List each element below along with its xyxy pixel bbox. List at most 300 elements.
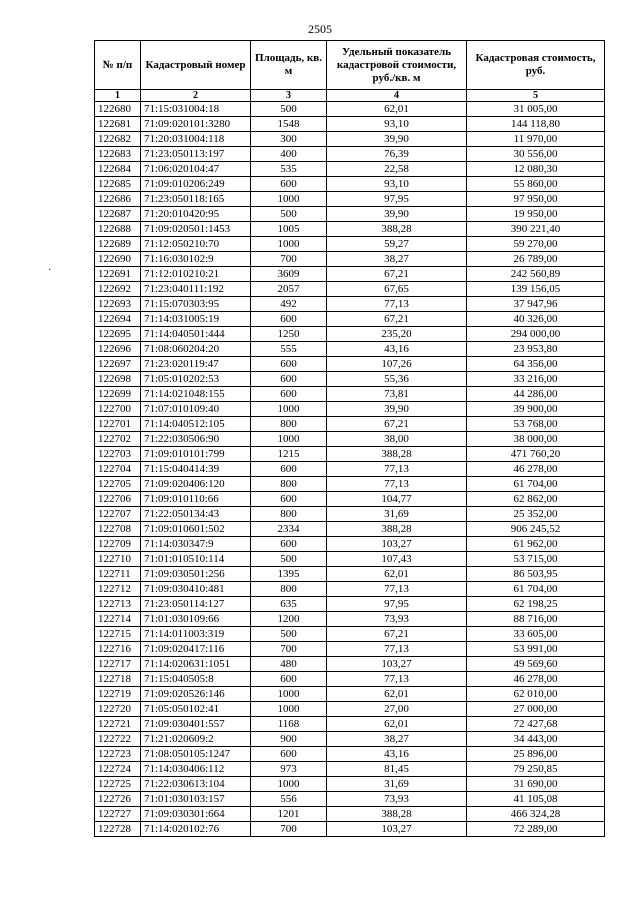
cell-cadastral-number: 71:22:050134:43 [141, 507, 251, 522]
cell-area: 500 [251, 552, 327, 567]
cell-row-number: 122704 [95, 462, 141, 477]
cell-cadastral-value: 12 080,30 [467, 162, 605, 177]
cell-cadastral-value: 471 760,20 [467, 447, 605, 462]
cell-cadastral-number: 71:23:020119:47 [141, 357, 251, 372]
cell-row-number: 122725 [95, 777, 141, 792]
cell-area: 1005 [251, 222, 327, 237]
cell-cadastral-number: 71:06:020104:47 [141, 162, 251, 177]
cell-cadastral-number: 71:09:030401:557 [141, 717, 251, 732]
table-row [95, 387, 605, 402]
cell-unit-value: 39,90 [327, 402, 467, 417]
table-row [95, 732, 605, 747]
cell-area: 1000 [251, 402, 327, 417]
column-number-row [95, 90, 605, 102]
cell-cadastral-value: 88 716,00 [467, 612, 605, 627]
cell-cadastral-value: 39 900,00 [467, 402, 605, 417]
cell-cadastral-value: 38 000,00 [467, 432, 605, 447]
table-row [95, 312, 605, 327]
cell-unit-value: 67,21 [327, 627, 467, 642]
cell-unit-value: 59,27 [327, 237, 467, 252]
cell-area: 1000 [251, 192, 327, 207]
cell-area: 1200 [251, 612, 327, 627]
cell-cadastral-value: 64 356,00 [467, 357, 605, 372]
table-row [95, 327, 605, 342]
cell-unit-value: 39,90 [327, 132, 467, 147]
cell-unit-value: 62,01 [327, 717, 467, 732]
cell-unit-value: 97,95 [327, 192, 467, 207]
table-body [95, 102, 605, 837]
cell-cadastral-number: 71:09:020501:1453 [141, 222, 251, 237]
table-row [95, 477, 605, 492]
cell-unit-value: 76,39 [327, 147, 467, 162]
cell-cadastral-value: 86 503,95 [467, 567, 605, 582]
cell-unit-value: 67,65 [327, 282, 467, 297]
table-row [95, 417, 605, 432]
header-area: Площадь, кв. м [251, 41, 327, 90]
cell-area: 973 [251, 762, 327, 777]
cell-area: 600 [251, 372, 327, 387]
cell-cadastral-value: 53 715,00 [467, 552, 605, 567]
cell-unit-value: 38,27 [327, 252, 467, 267]
table-row [95, 582, 605, 597]
table-row [95, 132, 605, 147]
cell-unit-value: 388,28 [327, 222, 467, 237]
table-row [95, 252, 605, 267]
cell-row-number: 122683 [95, 147, 141, 162]
cell-area: 600 [251, 672, 327, 687]
cell-area: 400 [251, 147, 327, 162]
cell-row-number: 122682 [95, 132, 141, 147]
cell-unit-value: 62,01 [327, 687, 467, 702]
cell-area: 700 [251, 642, 327, 657]
cell-unit-value: 97,95 [327, 597, 467, 612]
cell-area: 600 [251, 492, 327, 507]
table-row [95, 552, 605, 567]
cell-cadastral-number: 71:08:060204:20 [141, 342, 251, 357]
table-row [95, 522, 605, 537]
cell-row-number: 122694 [95, 312, 141, 327]
cell-cadastral-value: 466 324,28 [467, 807, 605, 822]
table-row [95, 237, 605, 252]
cell-area: 500 [251, 207, 327, 222]
cell-row-number: 122720 [95, 702, 141, 717]
cell-cadastral-value: 44 286,00 [467, 387, 605, 402]
cell-unit-value: 73,93 [327, 792, 467, 807]
cell-cadastral-number: 71:09:030501:256 [141, 567, 251, 582]
cell-cadastral-number: 71:12:010210:21 [141, 267, 251, 282]
cell-row-number: 122680 [95, 102, 141, 117]
cell-cadastral-number: 71:12:050210:70 [141, 237, 251, 252]
cell-area: 1215 [251, 447, 327, 462]
cell-area: 1395 [251, 567, 327, 582]
cell-cadastral-number: 71:07:010109:40 [141, 402, 251, 417]
cell-cadastral-value: 40 326,00 [467, 312, 605, 327]
table-row [95, 687, 605, 702]
cell-row-number: 122691 [95, 267, 141, 282]
cell-row-number: 122698 [95, 372, 141, 387]
table-row [95, 177, 605, 192]
cell-row-number: 122686 [95, 192, 141, 207]
table-row [95, 357, 605, 372]
table-row [95, 642, 605, 657]
table-row [95, 162, 605, 177]
cell-unit-value: 27,00 [327, 702, 467, 717]
cell-unit-value: 31,69 [327, 777, 467, 792]
cell-cadastral-number: 71:09:020417:116 [141, 642, 251, 657]
cell-cadastral-number: 71:09:020526:146 [141, 687, 251, 702]
cell-cadastral-value: 390 221,40 [467, 222, 605, 237]
cell-area: 2057 [251, 282, 327, 297]
cell-cadastral-value: 61 704,00 [467, 477, 605, 492]
cell-area: 600 [251, 537, 327, 552]
table-row [95, 192, 605, 207]
cell-cadastral-value: 33 216,00 [467, 372, 605, 387]
cell-row-number: 122695 [95, 327, 141, 342]
cell-cadastral-value: 49 569,60 [467, 657, 605, 672]
cell-cadastral-value: 46 278,00 [467, 672, 605, 687]
cell-unit-value: 43,16 [327, 747, 467, 762]
cell-unit-value: 38,00 [327, 432, 467, 447]
cell-cadastral-number: 71:09:010110:66 [141, 492, 251, 507]
cell-cadastral-value: 25 896,00 [467, 747, 605, 762]
cell-cadastral-value: 11 970,00 [467, 132, 605, 147]
cell-unit-value: 77,13 [327, 582, 467, 597]
cell-cadastral-value: 144 118,80 [467, 117, 605, 132]
cell-cadastral-number: 71:23:050114:127 [141, 597, 251, 612]
cell-unit-value: 103,27 [327, 822, 467, 837]
table-row [95, 672, 605, 687]
cell-cadastral-value: 31 005,00 [467, 102, 605, 117]
cell-cadastral-number: 71:09:010601:502 [141, 522, 251, 537]
cell-row-number: 122713 [95, 597, 141, 612]
table-row [95, 147, 605, 162]
cell-cadastral-value: 37 947,96 [467, 297, 605, 312]
cell-area: 1000 [251, 237, 327, 252]
cell-area: 635 [251, 597, 327, 612]
cell-cadastral-value: 25 352,00 [467, 507, 605, 522]
table-row [95, 297, 605, 312]
cell-unit-value: 73,93 [327, 612, 467, 627]
cell-cadastral-value: 906 245,52 [467, 522, 605, 537]
table-row [95, 462, 605, 477]
cell-area: 700 [251, 822, 327, 837]
cell-row-number: 122727 [95, 807, 141, 822]
cell-area: 555 [251, 342, 327, 357]
header-row-number: № п/п [95, 41, 141, 90]
cell-row-number: 122703 [95, 447, 141, 462]
cell-cadastral-number: 71:09:030410:481 [141, 582, 251, 597]
cell-unit-value: 93,10 [327, 117, 467, 132]
cell-cadastral-number: 71:23:050118:165 [141, 192, 251, 207]
cell-row-number: 122724 [95, 762, 141, 777]
cell-unit-value: 235,20 [327, 327, 467, 342]
cell-unit-value: 67,21 [327, 417, 467, 432]
cell-unit-value: 77,13 [327, 462, 467, 477]
cell-area: 1000 [251, 687, 327, 702]
cell-row-number: 122723 [95, 747, 141, 762]
table-row [95, 612, 605, 627]
table-row [95, 507, 605, 522]
column-number: 2 [141, 90, 251, 102]
cell-unit-value: 93,10 [327, 177, 467, 192]
cell-row-number: 122728 [95, 822, 141, 837]
cell-row-number: 122692 [95, 282, 141, 297]
cell-unit-value: 77,13 [327, 477, 467, 492]
cell-unit-value: 38,27 [327, 732, 467, 747]
cell-row-number: 122711 [95, 567, 141, 582]
cell-cadastral-number: 71:21:020609:2 [141, 732, 251, 747]
table-row [95, 777, 605, 792]
cell-area: 1000 [251, 432, 327, 447]
cell-cadastral-value: 61 704,00 [467, 582, 605, 597]
cell-unit-value: 62,01 [327, 567, 467, 582]
table-row [95, 492, 605, 507]
cell-cadastral-number: 71:14:020631:1051 [141, 657, 251, 672]
cell-cadastral-value: 62 198,25 [467, 597, 605, 612]
cell-cadastral-number: 71:09:030301:664 [141, 807, 251, 822]
cell-area: 1250 [251, 327, 327, 342]
cell-cadastral-value: 53 768,00 [467, 417, 605, 432]
table-row [95, 747, 605, 762]
cell-unit-value: 388,28 [327, 807, 467, 822]
table-row [95, 102, 605, 117]
cell-area: 600 [251, 462, 327, 477]
cell-cadastral-number: 71:09:010101:799 [141, 447, 251, 462]
page-number: 2505 [308, 22, 332, 36]
cell-unit-value: 103,27 [327, 537, 467, 552]
cell-unit-value: 81,45 [327, 762, 467, 777]
cell-area: 480 [251, 657, 327, 672]
cell-cadastral-value: 59 270,00 [467, 237, 605, 252]
cell-cadastral-number: 71:20:010420:95 [141, 207, 251, 222]
table-row [95, 792, 605, 807]
cell-cadastral-value: 62 862,00 [467, 492, 605, 507]
cell-cadastral-value: 46 278,00 [467, 462, 605, 477]
cell-unit-value: 31,69 [327, 507, 467, 522]
cell-row-number: 122693 [95, 297, 141, 312]
cell-area: 800 [251, 417, 327, 432]
cell-cadastral-number: 71:01:030103:157 [141, 792, 251, 807]
cell-cadastral-value: 34 443,00 [467, 732, 605, 747]
cell-cadastral-value: 55 860,00 [467, 177, 605, 192]
cell-cadastral-value: 72 289,00 [467, 822, 605, 837]
column-number: 4 [327, 90, 467, 102]
cell-unit-value: 104,77 [327, 492, 467, 507]
column-number: 3 [251, 90, 327, 102]
cell-row-number: 122700 [95, 402, 141, 417]
cell-unit-value: 388,28 [327, 522, 467, 537]
table-row [95, 627, 605, 642]
cell-cadastral-number: 71:14:040512:105 [141, 417, 251, 432]
cell-unit-value: 77,13 [327, 672, 467, 687]
cell-unit-value: 107,43 [327, 552, 467, 567]
cell-cadastral-number: 71:14:030406:112 [141, 762, 251, 777]
cell-row-number: 122714 [95, 612, 141, 627]
cell-area: 2334 [251, 522, 327, 537]
header-cadastral-value: Кадастровая стоимость, руб. [467, 41, 605, 90]
cell-cadastral-number: 71:15:040414:39 [141, 462, 251, 477]
cell-area: 1168 [251, 717, 327, 732]
cell-unit-value: 107,26 [327, 357, 467, 372]
cell-cadastral-value: 294 000,00 [467, 327, 605, 342]
cell-cadastral-value: 19 950,00 [467, 207, 605, 222]
cell-unit-value: 62,01 [327, 102, 467, 117]
cell-cadastral-number: 71:15:070303:95 [141, 297, 251, 312]
cell-area: 800 [251, 477, 327, 492]
cell-area: 300 [251, 132, 327, 147]
cell-row-number: 122681 [95, 117, 141, 132]
table-row [95, 567, 605, 582]
cell-row-number: 122689 [95, 237, 141, 252]
cell-unit-value: 22,58 [327, 162, 467, 177]
cell-row-number: 122717 [95, 657, 141, 672]
cell-cadastral-number: 71:05:010202:53 [141, 372, 251, 387]
table-row [95, 597, 605, 612]
cadastral-value-table [94, 40, 605, 837]
cell-cadastral-number: 71:15:031004:18 [141, 102, 251, 117]
cell-unit-value: 43,16 [327, 342, 467, 357]
cell-row-number: 122726 [95, 792, 141, 807]
cell-cadastral-value: 27 000,00 [467, 702, 605, 717]
cell-area: 600 [251, 747, 327, 762]
cell-cadastral-number: 71:14:031005:19 [141, 312, 251, 327]
cell-area: 600 [251, 312, 327, 327]
cell-cadastral-value: 26 789,00 [467, 252, 605, 267]
cell-cadastral-number: 71:14:030347:9 [141, 537, 251, 552]
cell-row-number: 122708 [95, 522, 141, 537]
table-row [95, 657, 605, 672]
cell-area: 492 [251, 297, 327, 312]
cell-cadastral-value: 31 690,00 [467, 777, 605, 792]
cell-row-number: 122721 [95, 717, 141, 732]
cell-unit-value: 77,13 [327, 297, 467, 312]
cell-unit-value: 103,27 [327, 657, 467, 672]
cell-row-number: 122685 [95, 177, 141, 192]
cell-cadastral-number: 71:05:050102:41 [141, 702, 251, 717]
cell-cadastral-value: 97 950,00 [467, 192, 605, 207]
cell-area: 600 [251, 177, 327, 192]
table-row [95, 282, 605, 297]
cell-row-number: 122716 [95, 642, 141, 657]
cell-cadastral-value: 53 991,00 [467, 642, 605, 657]
column-number: 1 [95, 90, 141, 102]
table-row [95, 807, 605, 822]
table-row [95, 222, 605, 237]
cell-cadastral-number: 71:01:010510:114 [141, 552, 251, 567]
cell-cadastral-number: 71:14:020102:76 [141, 822, 251, 837]
cell-area: 800 [251, 582, 327, 597]
cell-unit-value: 73,81 [327, 387, 467, 402]
cell-row-number: 122684 [95, 162, 141, 177]
cell-unit-value: 39,90 [327, 207, 467, 222]
cell-area: 900 [251, 732, 327, 747]
header-unit-value: Удельный показатель кадастровой стоимости, руб./кв. м [327, 41, 467, 90]
cell-area: 800 [251, 507, 327, 522]
cell-row-number: 122709 [95, 537, 141, 552]
cell-row-number: 122706 [95, 492, 141, 507]
header-cadastral-number: Кадастровый номер [141, 41, 251, 90]
cell-cadastral-value: 23 953,80 [467, 342, 605, 357]
cell-cadastral-number: 71:22:030613:104 [141, 777, 251, 792]
column-number: 5 [467, 90, 605, 102]
cell-cadastral-number: 71:14:011003:319 [141, 627, 251, 642]
cell-row-number: 122697 [95, 357, 141, 372]
table-row [95, 447, 605, 462]
cell-area: 3609 [251, 267, 327, 282]
cell-cadastral-value: 30 556,00 [467, 147, 605, 162]
cell-cadastral-value: 33 605,00 [467, 627, 605, 642]
cell-cadastral-value: 62 010,00 [467, 687, 605, 702]
table-row [95, 717, 605, 732]
margin-mark: · [48, 265, 52, 276]
cell-cadastral-value: 41 105,08 [467, 792, 605, 807]
cell-row-number: 122722 [95, 732, 141, 747]
cell-cadastral-number: 71:22:030506:90 [141, 432, 251, 447]
cell-cadastral-number: 71:20:031004:118 [141, 132, 251, 147]
cell-unit-value: 77,13 [327, 642, 467, 657]
table-row [95, 342, 605, 357]
table-row [95, 822, 605, 837]
cell-unit-value: 388,28 [327, 447, 467, 462]
cell-area: 1000 [251, 777, 327, 792]
cell-cadastral-number: 71:23:040111:192 [141, 282, 251, 297]
cell-cadastral-value: 242 560,89 [467, 267, 605, 282]
cell-row-number: 122707 [95, 507, 141, 522]
cell-cadastral-value: 79 250,85 [467, 762, 605, 777]
cell-area: 600 [251, 357, 327, 372]
cell-cadastral-value: 139 156,05 [467, 282, 605, 297]
cell-unit-value: 67,21 [327, 312, 467, 327]
cell-row-number: 122718 [95, 672, 141, 687]
cell-row-number: 122710 [95, 552, 141, 567]
cell-cadastral-number: 71:08:050105:1247 [141, 747, 251, 762]
cell-cadastral-number: 71:16:030102:9 [141, 252, 251, 267]
cell-row-number: 122705 [95, 477, 141, 492]
table-row [95, 207, 605, 222]
cell-row-number: 122690 [95, 252, 141, 267]
cell-area: 535 [251, 162, 327, 177]
table-row [95, 537, 605, 552]
cell-area: 556 [251, 792, 327, 807]
cell-row-number: 122715 [95, 627, 141, 642]
cell-row-number: 122702 [95, 432, 141, 447]
cell-cadastral-number: 71:09:020101:3280 [141, 117, 251, 132]
cell-cadastral-number: 71:01:030109:66 [141, 612, 251, 627]
cell-area: 500 [251, 102, 327, 117]
table-row [95, 432, 605, 447]
cell-area: 500 [251, 627, 327, 642]
cell-unit-value: 67,21 [327, 267, 467, 282]
table-row [95, 402, 605, 417]
table-row [95, 702, 605, 717]
cell-row-number: 122712 [95, 582, 141, 597]
cell-row-number: 122701 [95, 417, 141, 432]
cell-cadastral-number: 71:09:020406:120 [141, 477, 251, 492]
table-row [95, 762, 605, 777]
cell-unit-value: 55,36 [327, 372, 467, 387]
cell-area: 1548 [251, 117, 327, 132]
cell-row-number: 122688 [95, 222, 141, 237]
cell-row-number: 122687 [95, 207, 141, 222]
cell-cadastral-number: 71:23:050113:197 [141, 147, 251, 162]
cell-area: 1201 [251, 807, 327, 822]
cell-cadastral-number: 71:14:021048:155 [141, 387, 251, 402]
cell-row-number: 122719 [95, 687, 141, 702]
cell-cadastral-value: 72 427,68 [467, 717, 605, 732]
cell-area: 1000 [251, 702, 327, 717]
cell-area: 600 [251, 387, 327, 402]
table-row [95, 267, 605, 282]
